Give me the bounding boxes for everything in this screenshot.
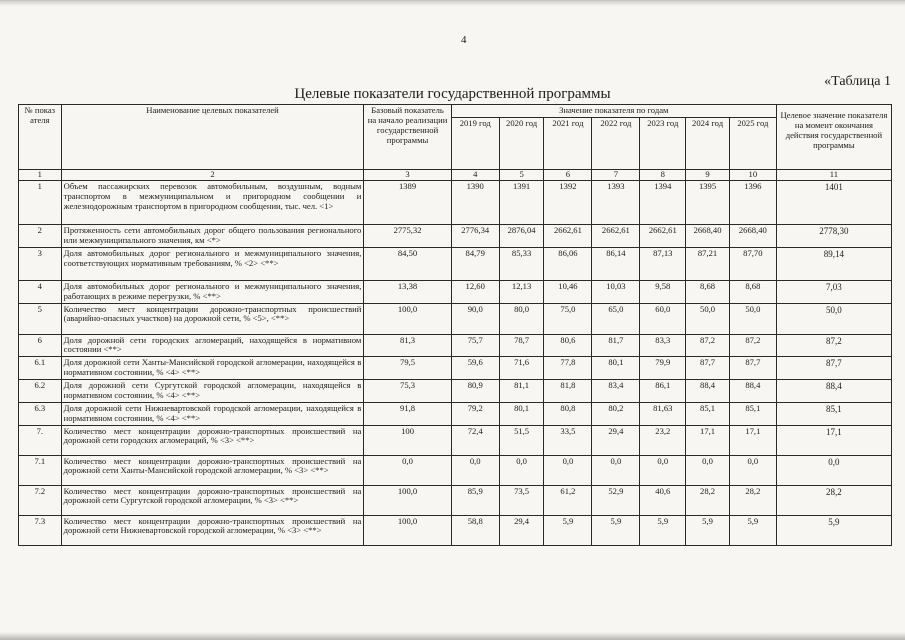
table-row bbox=[19, 425, 892, 455]
year-value: 1396 bbox=[729, 180, 776, 224]
year-value: 80,1 bbox=[592, 357, 640, 380]
table-row bbox=[19, 380, 892, 403]
base-value: 13,38 bbox=[364, 280, 451, 303]
scan-bottom-shadow bbox=[0, 632, 905, 640]
column-number-row bbox=[19, 169, 892, 180]
indicator-name: Количество мест концентрации дорожно-транспортных происшествий на дорожной сети городских агломераций, % <3> <**> bbox=[61, 425, 364, 455]
table-body bbox=[19, 180, 892, 545]
target-value: 85,1 bbox=[776, 402, 891, 425]
year-value: 86,1 bbox=[640, 380, 686, 403]
year-value: 1392 bbox=[544, 180, 592, 224]
table-row bbox=[19, 334, 892, 357]
year-value: 8,68 bbox=[729, 280, 776, 303]
base-value: 100,0 bbox=[364, 515, 451, 545]
base-value: 100,0 bbox=[364, 485, 451, 515]
year-value: 81,63 bbox=[640, 402, 686, 425]
year-value: 1390 bbox=[451, 180, 499, 224]
year-value: 87,21 bbox=[686, 247, 730, 280]
year-value: 87,70 bbox=[729, 247, 776, 280]
column-number: 1 bbox=[19, 169, 62, 180]
indicator-name: Объем пассажирских перевозок автомобильным, воздушным, водным транспортом в межмуниципальном и пригородном сообщении и железнодорожным транспортом в пригородном сообщении, тыс. чел. <1> bbox=[61, 180, 364, 224]
header-year: 2023 год bbox=[640, 117, 686, 169]
row-number: 7.3 bbox=[19, 515, 62, 545]
year-value: 59,6 bbox=[451, 357, 499, 380]
row-number: 7.1 bbox=[19, 455, 62, 485]
indicator-name: Количество мест концентрации дорожно-транспортных происшествий на дорожной сети Ханты-Мансийской городской агломерации, % <3> <**> bbox=[61, 455, 364, 485]
year-value: 88,4 bbox=[729, 380, 776, 403]
year-value: 2662,61 bbox=[592, 224, 640, 247]
row-number: 2 bbox=[19, 224, 62, 247]
header-num: № показ ателя bbox=[19, 105, 62, 170]
document-title: Целевые показатели государственной программы bbox=[294, 86, 611, 102]
year-value: 85,1 bbox=[729, 402, 776, 425]
year-value: 85,1 bbox=[686, 402, 730, 425]
target-value: 5,9 bbox=[776, 515, 891, 545]
year-value: 75,7 bbox=[451, 334, 499, 357]
year-value: 84,79 bbox=[451, 247, 499, 280]
year-value: 40,6 bbox=[640, 485, 686, 515]
header-years-group: Значение показателя по годам bbox=[451, 105, 776, 118]
table-row bbox=[19, 515, 892, 545]
year-value: 80,2 bbox=[592, 402, 640, 425]
column-number: 2 bbox=[61, 169, 364, 180]
year-value: 5,9 bbox=[592, 515, 640, 545]
row-number: 5 bbox=[19, 303, 62, 334]
page-number: 4 bbox=[461, 34, 467, 46]
year-value: 28,2 bbox=[729, 485, 776, 515]
year-value: 2876,04 bbox=[499, 224, 544, 247]
year-value: 50,0 bbox=[686, 303, 730, 334]
target-value: 87,7 bbox=[776, 357, 891, 380]
header-year: 2020 год bbox=[499, 117, 544, 169]
indicator-name: Доля дорожной сети Ханты-Мансийской городской агломерации, находящейся в нормативном состоянии, % <4> <**> bbox=[61, 357, 364, 380]
year-value: 80,1 bbox=[499, 402, 544, 425]
row-number: 1 bbox=[19, 180, 62, 224]
year-value: 85,33 bbox=[499, 247, 544, 280]
year-value: 52,9 bbox=[592, 485, 640, 515]
indicator-name: Протяженность сети автомобильных дорог общего пользования регионального или межмуниципального значения, км <*> bbox=[61, 224, 364, 247]
year-value: 81,7 bbox=[592, 334, 640, 357]
year-value: 61,2 bbox=[544, 485, 592, 515]
header-year: 2024 год bbox=[686, 117, 730, 169]
base-value: 84,50 bbox=[364, 247, 451, 280]
year-value: 73,5 bbox=[499, 485, 544, 515]
year-value: 79,2 bbox=[451, 402, 499, 425]
header-year: 2022 год bbox=[592, 117, 640, 169]
year-value: 80,6 bbox=[544, 334, 592, 357]
year-value: 28,2 bbox=[686, 485, 730, 515]
year-value: 77,8 bbox=[544, 357, 592, 380]
year-value: 80,8 bbox=[544, 402, 592, 425]
year-value: 2662,61 bbox=[640, 224, 686, 247]
indicator-name: Доля дорожной сети Нижневартовской городской агломерации, находящейся в нормативном состоянии, % <4> <**> bbox=[61, 402, 364, 425]
target-value: 0,0 bbox=[776, 455, 891, 485]
target-value: 17,1 bbox=[776, 425, 891, 455]
base-value: 1389 bbox=[364, 180, 451, 224]
table-row bbox=[19, 455, 892, 485]
year-value: 9,58 bbox=[640, 280, 686, 303]
year-value: 58,8 bbox=[451, 515, 499, 545]
year-value: 2668,40 bbox=[686, 224, 730, 247]
year-value: 2776,34 bbox=[451, 224, 499, 247]
base-value: 0,0 bbox=[364, 455, 451, 485]
target-value: 88,4 bbox=[776, 380, 891, 403]
year-value: 29,4 bbox=[592, 425, 640, 455]
base-value: 81,3 bbox=[364, 334, 451, 357]
year-value: 87,2 bbox=[729, 334, 776, 357]
year-value: 65,0 bbox=[592, 303, 640, 334]
year-value: 0,0 bbox=[451, 455, 499, 485]
year-value: 5,9 bbox=[640, 515, 686, 545]
year-value: 60,0 bbox=[640, 303, 686, 334]
table-row bbox=[19, 247, 892, 280]
table-label: «Таблица 1 bbox=[824, 74, 891, 89]
indicator-name: Количество мест концентрации дорожно-транспортных происшествий (аварийно-опасных участков) на дорожной сети, % <5>, <**> bbox=[61, 303, 364, 334]
year-value: 8,68 bbox=[686, 280, 730, 303]
year-value: 1393 bbox=[592, 180, 640, 224]
table-row bbox=[19, 280, 892, 303]
year-value: 79,9 bbox=[640, 357, 686, 380]
year-value: 85,9 bbox=[451, 485, 499, 515]
year-value: 10,03 bbox=[592, 280, 640, 303]
scan-top-shadow bbox=[0, 0, 905, 6]
header-year: 2019 год bbox=[451, 117, 499, 169]
table-row bbox=[19, 485, 892, 515]
column-number: 10 bbox=[729, 169, 776, 180]
row-number: 6.2 bbox=[19, 380, 62, 403]
header-name: Наименование целевых показателей bbox=[61, 105, 364, 170]
row-number: 7. bbox=[19, 425, 62, 455]
column-number: 9 bbox=[686, 169, 730, 180]
table-row bbox=[19, 402, 892, 425]
year-value: 90,0 bbox=[451, 303, 499, 334]
table-row bbox=[19, 180, 892, 224]
base-value: 100 bbox=[364, 425, 451, 455]
year-value: 2662,61 bbox=[544, 224, 592, 247]
year-value: 87,2 bbox=[686, 334, 730, 357]
target-value: 50,0 bbox=[776, 303, 891, 334]
column-number: 8 bbox=[640, 169, 686, 180]
table-row bbox=[19, 224, 892, 247]
header-base: Базовый показатель на начало реализации государственной программы bbox=[364, 105, 451, 170]
year-value: 86,06 bbox=[544, 247, 592, 280]
year-value: 17,1 bbox=[686, 425, 730, 455]
year-value: 80,0 bbox=[499, 303, 544, 334]
indicator-name: Количество мест концентрации дорожно-транспортных происшествий на дорожной сети Нижневартовской городской агломерации, % <3> <**> bbox=[61, 515, 364, 545]
year-value: 0,0 bbox=[499, 455, 544, 485]
target-value: 87,2 bbox=[776, 334, 891, 357]
base-value: 91,8 bbox=[364, 402, 451, 425]
column-number: 5 bbox=[499, 169, 544, 180]
header-year: 2021 год bbox=[544, 117, 592, 169]
column-number: 7 bbox=[592, 169, 640, 180]
year-value: 1395 bbox=[686, 180, 730, 224]
year-value: 17,1 bbox=[729, 425, 776, 455]
year-value: 0,0 bbox=[686, 455, 730, 485]
indicator-name: Доля дорожной сети Сургутской городской агломерации, находящейся в нормативном состоянии, % <4> <**> bbox=[61, 380, 364, 403]
year-value: 0,0 bbox=[729, 455, 776, 485]
year-value: 12,60 bbox=[451, 280, 499, 303]
column-number: 11 bbox=[776, 169, 891, 180]
target-value: 1401 bbox=[776, 180, 891, 224]
year-value: 88,4 bbox=[686, 380, 730, 403]
base-value: 2775,32 bbox=[364, 224, 451, 247]
row-number: 7.2 bbox=[19, 485, 62, 515]
year-value: 51,5 bbox=[499, 425, 544, 455]
row-number: 6.3 bbox=[19, 402, 62, 425]
year-value: 0,0 bbox=[592, 455, 640, 485]
row-number: 3 bbox=[19, 247, 62, 280]
year-value: 50,0 bbox=[729, 303, 776, 334]
base-value: 100,0 bbox=[364, 303, 451, 334]
year-value: 86,14 bbox=[592, 247, 640, 280]
base-value: 79,5 bbox=[364, 357, 451, 380]
target-value: 89,14 bbox=[776, 247, 891, 280]
target-value: 28,2 bbox=[776, 485, 891, 515]
year-value: 5,9 bbox=[544, 515, 592, 545]
column-number: 3 bbox=[364, 169, 451, 180]
year-value: 87,7 bbox=[686, 357, 730, 380]
year-value: 81,1 bbox=[499, 380, 544, 403]
year-value: 0,0 bbox=[544, 455, 592, 485]
year-value: 78,7 bbox=[499, 334, 544, 357]
indicator-name: Доля автомобильных дорог регионального и межмуниципального значения, работающих в режиме перегрузки, % <**> bbox=[61, 280, 364, 303]
indicator-name: Количество мест концентрации дорожно-транспортных происшествий на дорожной сети Сургутской городской агломерации, % <3> <**> bbox=[61, 485, 364, 515]
year-value: 2668,40 bbox=[729, 224, 776, 247]
year-value: 72,4 bbox=[451, 425, 499, 455]
year-value: 81,8 bbox=[544, 380, 592, 403]
year-value: 29,4 bbox=[499, 515, 544, 545]
table-row bbox=[19, 303, 892, 334]
row-number: 4 bbox=[19, 280, 62, 303]
year-value: 1391 bbox=[499, 180, 544, 224]
header-target: Целевое значение показателя на момент окончания действия государственной программы bbox=[776, 105, 891, 170]
year-value: 5,9 bbox=[686, 515, 730, 545]
column-number: 4 bbox=[451, 169, 499, 180]
year-value: 87,13 bbox=[640, 247, 686, 280]
row-number: 6 bbox=[19, 334, 62, 357]
year-value: 0,0 bbox=[640, 455, 686, 485]
year-value: 1394 bbox=[640, 180, 686, 224]
year-value: 5,9 bbox=[729, 515, 776, 545]
target-value: 7,03 bbox=[776, 280, 891, 303]
year-value: 71,6 bbox=[499, 357, 544, 380]
target-indicators-table bbox=[18, 104, 892, 546]
year-value: 33,5 bbox=[544, 425, 592, 455]
year-value: 80,9 bbox=[451, 380, 499, 403]
table-row bbox=[19, 357, 892, 380]
indicator-name: Доля автомобильных дорог регионального и межмуниципального значения, соответствующих нормативным требованиям, % <2> <**> bbox=[61, 247, 364, 280]
year-value: 12,13 bbox=[499, 280, 544, 303]
year-value: 10,46 bbox=[544, 280, 592, 303]
column-number: 6 bbox=[544, 169, 592, 180]
year-value: 87,7 bbox=[729, 357, 776, 380]
year-value: 23,2 bbox=[640, 425, 686, 455]
target-value: 2778,30 bbox=[776, 224, 891, 247]
header-year: 2025 год bbox=[729, 117, 776, 169]
year-value: 75,0 bbox=[544, 303, 592, 334]
indicator-name: Доля дорожной сети городских агломераций, находящейся в нормативном состоянии <**> bbox=[61, 334, 364, 357]
base-value: 75,3 bbox=[364, 380, 451, 403]
row-number: 6.1 bbox=[19, 357, 62, 380]
year-value: 83,4 bbox=[592, 380, 640, 403]
year-value: 83,3 bbox=[640, 334, 686, 357]
